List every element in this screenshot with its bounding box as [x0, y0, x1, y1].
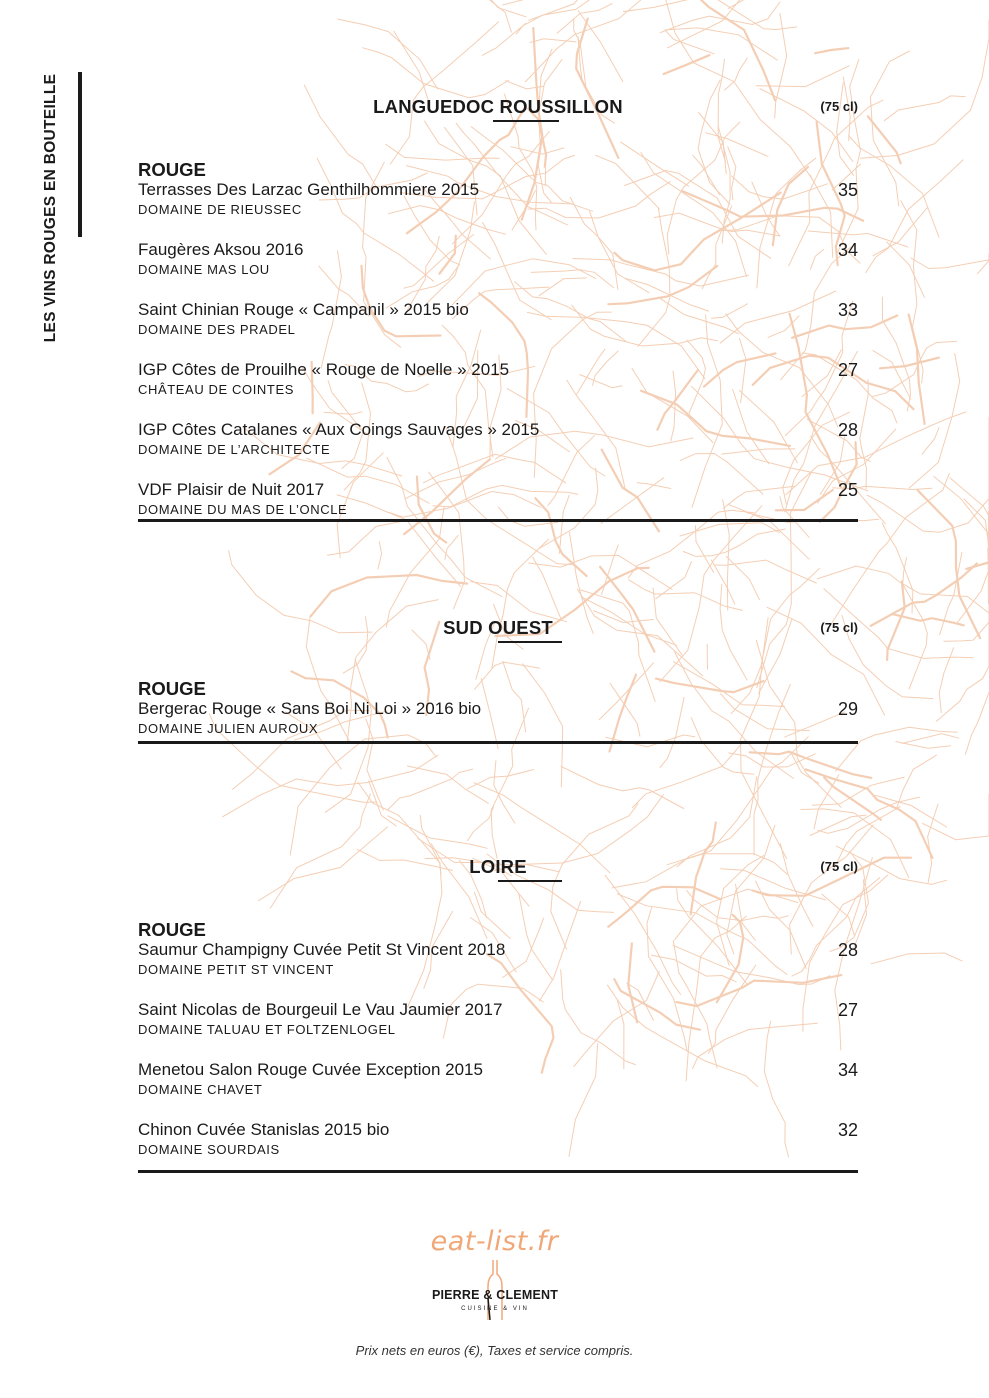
- map-street-line: [683, 529, 785, 556]
- section-languedoc-roussillon: [138, 96, 858, 522]
- side-title-text: LES VINS ROUGES EN BOUTEILLE: [42, 73, 59, 342]
- wine-price: 27: [837, 360, 858, 380]
- wine-name: Saint Chinian Rouge « Campanil » 2015 bio: [138, 300, 469, 319]
- wine-price: 34: [837, 1060, 858, 1080]
- volume-label: (75 cl): [820, 859, 858, 874]
- map-street-line: [977, 254, 989, 274]
- map-street-line: [714, 560, 816, 583]
- map-street-line: [861, 20, 989, 158]
- section-header: [138, 96, 858, 126]
- section-header: [138, 856, 858, 886]
- logo-name: PIERRE & CLEMENT: [431, 1288, 559, 1302]
- map-street-line: [223, 755, 438, 817]
- map-street-line: [901, 201, 923, 383]
- side-title: [36, 60, 66, 355]
- logo-subtitle: CUISINE & VIN: [461, 1306, 529, 1312]
- section-sud-ouest: [138, 617, 858, 744]
- map-street-line: [468, 770, 534, 789]
- section-divider: [138, 741, 858, 744]
- wine-item: [138, 300, 858, 360]
- restaurant-logo: [430, 1260, 560, 1320]
- map-street-line: [468, 807, 494, 841]
- wine-domaine: DOMAINE JULIEN AUROUX: [138, 721, 319, 736]
- section-header: [138, 617, 858, 647]
- wine-item: [138, 1060, 858, 1120]
- section-divider: [138, 1170, 858, 1173]
- map-street-line: [887, 582, 905, 661]
- wine-price: 35: [837, 180, 858, 200]
- map-street-line: [529, 0, 630, 20]
- category-title: ROUGE: [138, 919, 206, 940]
- map-street-line: [494, 761, 515, 823]
- volume-label: (75 cl): [820, 620, 858, 635]
- map-street-line: [379, 0, 526, 17]
- map-street-line: [387, 769, 472, 810]
- wine-domaine: DOMAINE DU MAS DE L’ONCLE: [138, 502, 348, 517]
- map-street-line: [965, 680, 989, 754]
- map-street-line: [818, 797, 920, 833]
- region-underline: [493, 120, 559, 122]
- map-street-line: [871, 953, 962, 964]
- wine-name: VDF Plaisir de Nuit 2017: [138, 480, 325, 499]
- side-title-bar: [78, 72, 82, 237]
- map-street-line: [892, 614, 964, 625]
- wine-item: [138, 940, 858, 1000]
- map-street-line: [482, 23, 526, 55]
- wine-name: IGP Côtes de Prouilhe « Rouge de Noelle » 2015: [138, 360, 510, 379]
- wine-item: [138, 180, 858, 240]
- map-street-line: [923, 794, 989, 839]
- wine-item: [138, 1120, 858, 1170]
- wine-name: IGP Côtes Catalanes « Aux Coings Sauvages » 2015: [138, 420, 540, 439]
- map-street-line: [918, 490, 980, 638]
- category-title: ROUGE: [138, 159, 206, 180]
- region-underline: [498, 641, 562, 643]
- map-street-line: [815, 48, 848, 53]
- wine-domaine: DOMAINE DE RIEUSSEC: [138, 202, 302, 217]
- map-street-line: [922, 428, 939, 455]
- map-street-line: [873, 208, 927, 256]
- wine-domaine: DOMAINE MAS LOU: [138, 262, 270, 277]
- wine-price: 34: [837, 240, 858, 260]
- map-street-line: [711, 560, 735, 604]
- map-street-line: [680, 523, 779, 536]
- wine-price: 33: [837, 300, 858, 320]
- map-street-line: [902, 734, 959, 744]
- wine-item: [138, 480, 858, 519]
- wine-domaine: DOMAINE DE L’ARCHITECTE: [138, 442, 331, 457]
- section-loire: [138, 856, 858, 1173]
- wine-domaine: DOMAINE PETIT ST VINCENT: [138, 962, 334, 977]
- wine-item: [138, 420, 858, 480]
- map-street-line: [439, 0, 511, 32]
- map-street-line: [873, 351, 911, 400]
- wine-domaine: CHÂTEAU DE COINTES: [138, 382, 294, 397]
- map-street-line: [516, 0, 612, 34]
- map-street-line: [882, 523, 913, 613]
- wine-name: Bergerac Rouge « Sans Boi Ni Loi » 2016 bio: [138, 699, 482, 718]
- map-street-line: [529, 555, 672, 589]
- wine-domaine: DOMAINE CHAVET: [138, 1082, 263, 1097]
- map-street-line: [909, 354, 959, 489]
- map-street-line: [886, 648, 973, 658]
- category-title: ROUGE: [138, 678, 206, 699]
- region-title: SUD OUEST: [443, 617, 553, 638]
- map-street-line: [664, 55, 710, 74]
- map-street-line: [849, 136, 940, 238]
- footer-note: Prix nets en euros (€), Taxes et service compris.: [355, 1343, 634, 1358]
- wine-item: [138, 1000, 858, 1060]
- map-street-line: [578, 11, 623, 82]
- map-street-line: [632, 741, 744, 808]
- wine-name: Saint Nicolas de Bourgeuil Le Vau Jaumier 2017: [138, 1000, 503, 1019]
- map-street-line: [506, 81, 544, 89]
- wine-price: 29: [837, 699, 858, 719]
- watermark-text: eat-list.fr: [430, 1226, 559, 1257]
- wine-domaine: DOMAINE SOURDAIS: [138, 1142, 280, 1157]
- map-street-line: [911, 258, 989, 269]
- map-street-line: [729, 753, 816, 767]
- map-street-line: [903, 558, 928, 689]
- wine-price: 32: [837, 1120, 858, 1140]
- wine-domaine: DOMAINE TALUAU ET FOLTZENLOGEL: [138, 1022, 396, 1037]
- wine-price: 27: [837, 1000, 858, 1020]
- map-street-line: [363, 48, 509, 98]
- map-street-line: [338, 19, 438, 89]
- map-street-line: [810, 815, 866, 835]
- map-street-line: [944, 548, 989, 641]
- map-street-line: [756, 66, 849, 87]
- map-street-line: [311, 575, 468, 616]
- wine-item: [138, 699, 858, 741]
- wine-name: Chinon Cuvée Stanislas 2015 bio: [138, 1120, 390, 1139]
- wine-name: Saumur Champigny Cuvée Petit St Vincent 2018: [138, 940, 506, 959]
- map-street-line: [378, 542, 382, 569]
- map-street-line: [880, 358, 939, 369]
- wine-item: [138, 240, 858, 300]
- wine-price: 25: [837, 480, 858, 500]
- map-street-line: [884, 96, 965, 121]
- wine-domaine: DOMAINE DES PRADEL: [138, 322, 296, 337]
- wine-name: Faugères Aksou 2016: [138, 240, 304, 259]
- map-street-line: [936, 641, 989, 721]
- wine-price: 28: [837, 940, 858, 960]
- map-street-line: [673, 0, 775, 100]
- section-divider: [138, 519, 858, 522]
- map-street-line: [667, 737, 808, 865]
- wine-item: [138, 360, 858, 420]
- wine-name: Menetou Salon Rouge Cuvée Exception 2015: [138, 1060, 483, 1079]
- map-street-line: [813, 777, 905, 805]
- map-street-line: [290, 735, 436, 855]
- map-street-line: [666, 31, 714, 54]
- region-title: LOIRE: [469, 856, 527, 877]
- map-street-line: [806, 769, 933, 858]
- map-street-line: [928, 804, 938, 882]
- region-underline: [498, 880, 562, 882]
- region-title: LANGUEDOC ROUSSILLON: [373, 96, 623, 117]
- volume-label: (75 cl): [820, 99, 858, 114]
- map-street-line: [887, 242, 925, 297]
- wine-name: Terrasses Des Larzac Genthilhommiere 2015: [138, 180, 480, 199]
- map-street-line: [860, 380, 869, 489]
- map-street-line: [445, 535, 458, 559]
- wine-price: 28: [837, 420, 858, 440]
